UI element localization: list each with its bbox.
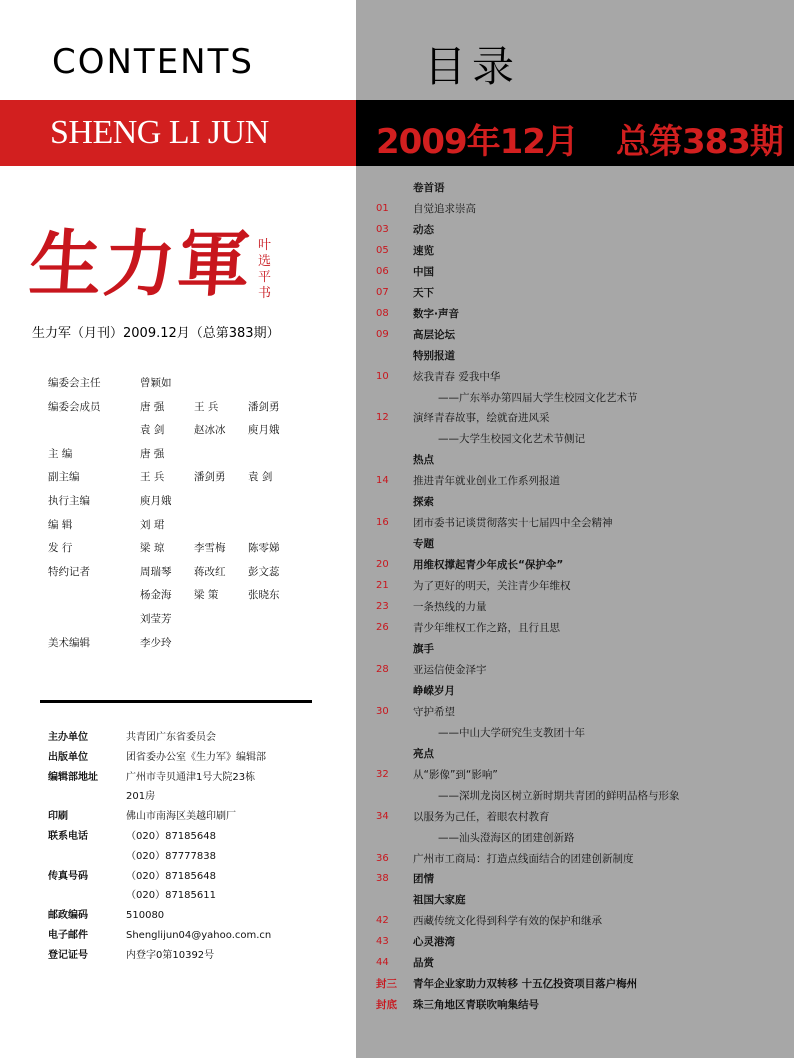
publication-line: 生力军（月刊）2009.12月（总第383期） [32,326,280,341]
toc-page-number: 32 [376,768,389,780]
staff-name: 袁 剑 [140,424,165,437]
staff-name: 杨金海 [140,589,172,602]
toc-subtitle: ——广东举办第四届大学生校园文化艺术节 [438,391,638,404]
staff-role: 执行主编 [48,494,90,507]
pubinfo-row [48,807,271,827]
issue-number: 总第383期 [615,122,783,162]
toc-section-title: 卷首语 [413,182,445,194]
pubinfo-row [48,827,271,847]
toc-section-title: 心灵港湾 [413,936,455,949]
pubinfo-row [48,906,271,926]
toc-page-number: 01 [376,202,389,214]
toc-article-title: 以服务为己任，着眼农村教育 [413,810,550,823]
pubinfo-row [48,886,271,906]
toc-article-title: 演绎青春故事，绘就奋进风采 [413,412,550,425]
pubinfo-value: 内登字0第10392号 [126,949,215,961]
section-divider [40,700,312,703]
toc-article-title: 自觉追求崇高 [413,202,476,215]
staff-row [48,608,302,632]
toc-article-title: 西藏传统文化得到科学有效的保护和继承 [413,915,602,928]
toc-entry [376,576,786,597]
staff-name: 王 兵 [194,400,219,413]
toc-entry [376,702,786,723]
toc-article-title: 珠三角地区青联吹响集结号 [413,999,539,1012]
toc-subtitle: ——中山大学研究生支教团十年 [438,726,585,739]
staff-name: 李雪梅 [194,542,226,555]
staff-name: 张晓东 [248,589,280,602]
toc-entry [376,723,786,744]
pubinfo-row [48,728,271,748]
toc-page-number: 12 [376,412,389,424]
pubinfo-value: 共青团广东省委员会 [126,732,216,743]
toc-page-number: 03 [376,223,389,235]
toc-entry [376,408,786,429]
toc-page-number: 封底 [376,999,397,1012]
toc-article-title: 团市委书记谈贯彻落实十七届四中全会精神 [413,517,613,530]
toc-entry [376,849,786,870]
staff-name: 潘剑勇 [194,471,226,484]
toc-section-title: 动态 [413,223,434,236]
toc-page-number: 14 [376,475,389,487]
staff-role: 主 编 [48,447,73,460]
toc-section-title: 祖国大家庭 [413,894,466,907]
pubinfo-row [48,926,271,946]
staff-name: 赵冰冰 [194,424,226,437]
toc-subtitle: ——深圳龙岗区树立新时期共青团的鲜明品格与形象 [438,789,680,802]
toc-section-title: 速览 [413,244,434,257]
toc-entry [376,325,786,346]
toc-article-title: 一条热线的力量 [413,601,487,614]
toc-entry [376,367,786,388]
staff-row [48,396,302,420]
toc-page-number: 26 [376,622,389,634]
pubinfo-label: 联系电话 [48,830,88,842]
staff-role: 发 行 [48,542,73,555]
toc-section-title: 旗手 [413,642,434,655]
toc-section-title: 用维权撑起青少年成长“保护伞” [413,559,564,572]
toc-section-title: 天下 [413,286,434,299]
staff-name: 唐 强 [140,400,165,413]
pubinfo-value: 510080 [126,910,165,922]
staff-name: 庾月娥 [248,424,280,437]
toc-entry [376,995,786,1016]
staff-name: 蒋改红 [194,565,226,578]
pubinfo-label: 编辑部地址 [48,771,98,783]
toc-entry [376,492,786,513]
staff-name: 王 兵 [140,471,165,484]
pubinfo-label: 邮政编码 [48,910,88,922]
staff-row [48,632,302,656]
toc-page-number: 42 [376,915,389,927]
staff-role: 美术编辑 [48,636,90,649]
pubinfo-label: 主办单位 [48,732,88,743]
table-of-contents [376,178,786,1016]
pubinfo-row [48,867,271,887]
pubinfo-label: 传真号码 [48,870,88,882]
toc-entry [376,388,786,409]
toc-article-title: 广州市工商局：打造点线面结合的团建创新制度 [413,852,634,865]
staff-role: 特约记者 [48,565,90,578]
staff-role: 编委会主任 [48,377,101,389]
pubinfo-row [48,787,271,807]
staff-name: 李少玲 [140,636,172,649]
brand-name-en: SHENG LI JUN [50,114,269,151]
pubinfo-value: Shenglijun04@yahoo.com.cn [126,929,272,941]
toc-entry [376,241,786,262]
staff-name: 刘莹芳 [140,612,172,625]
pubinfo-value: 201房 [126,791,156,803]
staff-name: 彭文蕊 [248,565,280,578]
pubinfo-value: （020）87185611 [126,890,216,902]
staff-name: 刘 珺 [140,518,165,531]
pubinfo-row [48,748,271,768]
pubinfo-value: 广州市寺贝通津1号大院23栋 [126,771,256,783]
toc-entry [376,869,786,890]
toc-page-number: 16 [376,517,389,529]
toc-page-number: 44 [376,957,389,969]
pubinfo-value: （020）87185648 [126,830,216,842]
toc-entry [376,429,786,450]
toc-section-title: 中国 [413,265,434,278]
toc-page-number: 06 [376,265,389,277]
staff-name: 梁 琼 [140,542,165,555]
staff-name: 潘剑勇 [248,400,280,413]
toc-section-title: 团情 [413,873,434,886]
editorial-staff-list [48,372,302,655]
toc-article-title: 推进青年就业创业工作系列报道 [413,475,560,488]
pubinfo-label: 出版单位 [48,751,88,763]
contents-heading-zh: 目录 [424,42,521,91]
toc-entry [376,974,786,995]
toc-entry [376,681,786,702]
pubinfo-value: 佛山市南海区美越印刷厂 [126,811,236,823]
issue-date: 2009年12月 [376,122,578,162]
toc-entry [376,660,786,681]
toc-entry [376,744,786,765]
staff-name: 庾月娥 [140,494,172,507]
toc-section-title: 专题 [413,538,434,551]
toc-entry [376,283,786,304]
toc-page-number: 43 [376,936,389,948]
toc-entry [376,597,786,618]
staff-row [48,561,302,585]
toc-entry [376,534,786,555]
toc-section-title: 数字·声音 [413,307,459,320]
toc-page-number: 30 [376,705,389,717]
toc-article-title: 从“影像”到“影响” [413,768,498,781]
staff-name: 陈零娣 [248,542,280,555]
staff-row [48,372,302,396]
pubinfo-value: 团省委办公室《生力军》编辑部 [126,751,266,763]
toc-entry [376,471,786,492]
toc-page-number: 28 [376,663,389,675]
staff-name: 梁 策 [194,589,219,602]
staff-row [48,537,302,561]
staff-role: 副主编 [48,471,80,484]
pubinfo-row [48,768,271,788]
toc-entry [376,890,786,911]
toc-page-number: 05 [376,244,389,256]
toc-entry [376,450,786,471]
staff-name: 曾颖如 [140,377,172,389]
toc-page-number: 36 [376,852,389,864]
toc-subtitle: ——汕头澄海区的团建创新路 [438,831,575,844]
pubinfo-label: 电子邮件 [48,929,88,941]
contents-heading-en: CONTENTS [52,42,254,82]
toc-page-number: 34 [376,810,389,822]
toc-page-number: 10 [376,370,389,382]
toc-article-title: 青少年维权工作之路，且行且思 [413,622,560,635]
toc-article-title: 守护希望 [413,705,455,718]
pubinfo-row [48,946,271,966]
magazine-logo: 生力軍 [26,221,255,306]
staff-name: 周瑞琴 [140,565,172,578]
toc-page-number: 09 [376,328,389,340]
staff-name: 唐 强 [140,447,165,460]
toc-section-title: 峥嵘岁月 [413,684,455,697]
toc-entry [376,786,786,807]
toc-entry [376,304,786,325]
staff-role: 编委会成员 [48,400,101,413]
toc-page-number: 07 [376,286,389,298]
calligraphy-signature: 叶选平书 [258,238,272,301]
staff-row [48,419,302,443]
toc-entry [376,262,786,283]
staff-row [48,466,302,490]
toc-entry [376,220,786,241]
toc-page-number: 08 [376,307,389,319]
toc-section-title: 亮点 [413,747,434,760]
toc-entry [376,828,786,849]
toc-entry [376,639,786,660]
toc-article-title: 亚运信使金泽宇 [413,663,487,676]
toc-entry [376,911,786,932]
pubinfo-label: 印刷 [48,811,68,823]
toc-section-title: 高层论坛 [413,328,455,341]
toc-subtitle: ——大学生校园文化艺术节侧记 [438,433,585,446]
toc-page-number: 20 [376,559,389,571]
toc-section-title: 热点 [413,454,434,467]
toc-article-title: 炫我青春 爱我中华 [413,370,501,383]
staff-row [48,490,302,514]
toc-entry [376,953,786,974]
staff-row [48,514,302,538]
toc-entry [376,346,786,367]
toc-page-number: 38 [376,873,389,885]
toc-article-title: 为了更好的明天，关注青少年维权 [413,580,571,593]
toc-entry [376,555,786,576]
publication-info [48,728,271,966]
pubinfo-value: （020）87185648 [126,870,216,882]
toc-article-title: 青年企业家助力双转移 十五亿投资项目落户梅州 [413,978,638,991]
pubinfo-row [48,847,271,867]
toc-section-title: 特别报道 [413,349,455,362]
toc-entry [376,932,786,953]
toc-entry [376,178,786,199]
staff-row [48,584,302,608]
staff-row [48,443,302,467]
toc-page-number: 封三 [376,978,397,991]
toc-section-title: 品赏 [413,957,434,970]
toc-entry [376,199,786,220]
toc-page-number: 23 [376,601,389,613]
toc-entry [376,807,786,828]
toc-page-number: 21 [376,580,389,592]
staff-role: 编 辑 [48,518,73,531]
pubinfo-value: （020）87777838 [126,850,216,862]
toc-entry [376,618,786,639]
toc-section-title: 探索 [413,496,434,509]
issue-info [376,114,783,163]
pubinfo-label: 登记证号 [48,949,88,961]
toc-entry [376,765,786,786]
toc-entry [376,513,786,534]
staff-name: 袁 剑 [248,471,273,484]
